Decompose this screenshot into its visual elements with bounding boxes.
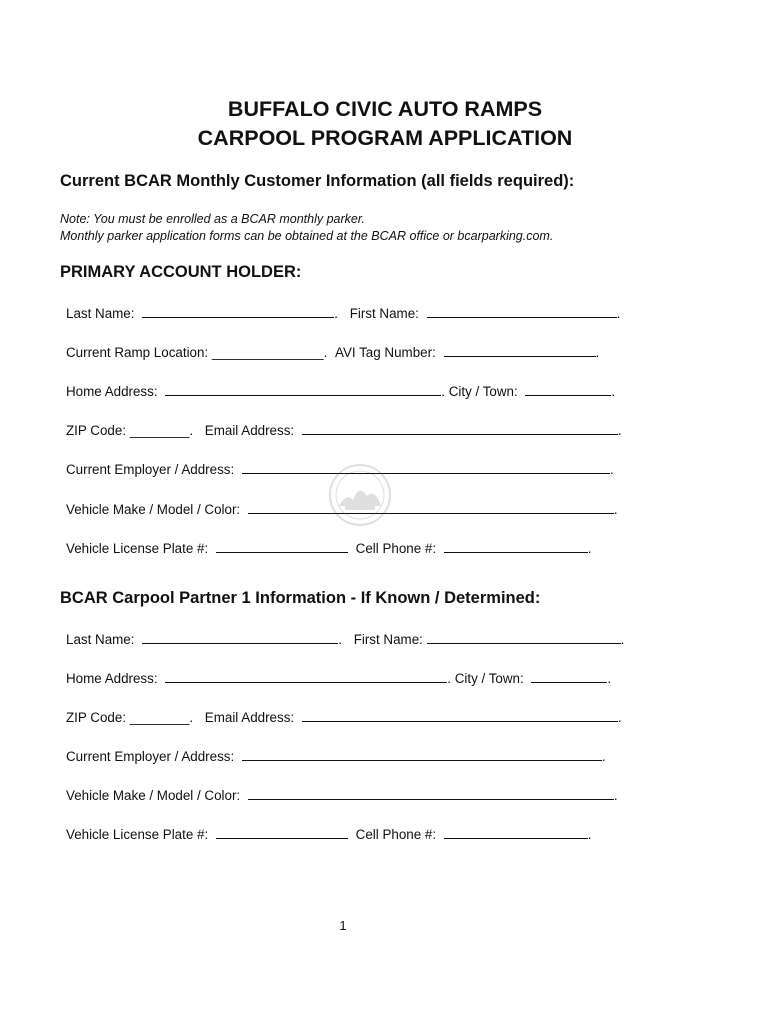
partner-city-town-label: . City / Town: (447, 671, 524, 686)
home-address-field[interactable] (165, 382, 441, 396)
ramp-location-field[interactable]: Current Ramp Location: _______________. (66, 345, 328, 360)
partner-last-name-field[interactable] (142, 630, 338, 644)
separator: . (613, 502, 618, 517)
primary-ramp-row (66, 343, 599, 361)
city-town-field[interactable] (525, 382, 611, 396)
partner-employer-label: Current Employer / Address: (66, 749, 235, 764)
partner-name-row (66, 630, 624, 648)
partner-plate-row (66, 825, 592, 843)
separator: . (617, 710, 622, 725)
separator: . (616, 306, 621, 321)
partner-cell-phone-field[interactable] (444, 825, 588, 839)
document-title (0, 95, 770, 153)
vehicle-field[interactable] (248, 500, 614, 514)
title-line-1: BUFFALO CIVIC AUTO RAMPS (227, 97, 543, 121)
cell-phone-field[interactable] (444, 539, 588, 553)
partner-info-heading: BCAR Carpool Partner 1 Information - If Known / Determined: (60, 589, 541, 607)
partner-zip-row (66, 708, 622, 726)
plate-field[interactable] (216, 539, 348, 553)
primary-name-row (66, 304, 620, 322)
partner-vehicle-field[interactable] (248, 786, 614, 800)
home-address-label: Home Address: (66, 384, 158, 399)
avi-tag-label: AVI Tag Number: (335, 345, 436, 360)
page-number: 1 (339, 918, 347, 933)
separator: . (601, 749, 606, 764)
avi-tag-field[interactable] (444, 343, 596, 357)
partner-employer-field[interactable] (242, 747, 602, 761)
separator: . (334, 306, 338, 321)
last-name-label: Last Name: (66, 306, 135, 321)
email-label: Email Address: (204, 423, 295, 438)
primary-address-row (66, 382, 615, 400)
partner-home-address-label: Home Address: (66, 671, 158, 686)
primary-zip-row (66, 421, 622, 439)
partner-email-field[interactable] (302, 708, 618, 722)
city-town-label: . City / Town: (441, 384, 518, 399)
partner-zip-code-field[interactable]: ZIP Code: ________. (66, 710, 194, 725)
separator: . (587, 827, 592, 842)
separator: . (338, 632, 342, 647)
vehicle-label: Vehicle Make / Model / Color: (66, 502, 241, 517)
partner-plate-label: Vehicle License Plate #: (66, 827, 209, 842)
separator: . (595, 345, 600, 360)
first-name-field[interactable] (427, 304, 617, 318)
zip-code-field[interactable]: ZIP Code: ________. (66, 423, 194, 438)
partner-city-town-field[interactable] (531, 669, 607, 683)
cell-phone-label: Cell Phone #: (355, 541, 437, 556)
note-line-1: Note: You must be enrolled as a BCAR monthly parker. (60, 212, 366, 226)
note-line-2: Monthly parker application forms can be obtained at the BCAR office or bcarparking.com. (60, 229, 554, 243)
customer-info-heading: Current BCAR Monthly Customer Information (all fields required): (60, 172, 575, 190)
partner-vehicle-row (66, 786, 618, 804)
separator: . (617, 423, 622, 438)
primary-plate-row (66, 539, 592, 557)
city-seal-watermark-icon (323, 462, 397, 528)
partner-vehicle-label: Vehicle Make / Model / Color: (66, 788, 241, 803)
employer-label: Current Employer / Address: (66, 462, 235, 477)
separator: . (607, 671, 612, 686)
separator: . (609, 462, 614, 477)
partner-cell-phone-label: Cell Phone #: (355, 827, 437, 842)
first-name-label: First Name: (349, 306, 419, 321)
partner-plate-field[interactable] (216, 825, 348, 839)
partner-first-name-label: First Name: (353, 632, 423, 647)
partner-address-row (66, 669, 611, 687)
separator: . (611, 384, 616, 399)
last-name-field[interactable] (142, 304, 334, 318)
separator: . (613, 788, 618, 803)
employer-field[interactable] (242, 460, 610, 474)
primary-account-heading: PRIMARY ACCOUNT HOLDER: (60, 263, 302, 281)
separator: . (587, 541, 592, 556)
partner-home-address-field[interactable] (165, 669, 447, 683)
separator: . (620, 632, 625, 647)
plate-label: Vehicle License Plate #: (66, 541, 209, 556)
partner-last-name-label: Last Name: (66, 632, 135, 647)
partner-first-name-field[interactable] (427, 630, 621, 644)
enrollment-note (60, 211, 553, 245)
title-line-2: CARPOOL PROGRAM APPLICATION (197, 126, 573, 150)
email-field[interactable] (302, 421, 618, 435)
partner-employer-row (66, 747, 606, 765)
partner-email-label: Email Address: (204, 710, 295, 725)
